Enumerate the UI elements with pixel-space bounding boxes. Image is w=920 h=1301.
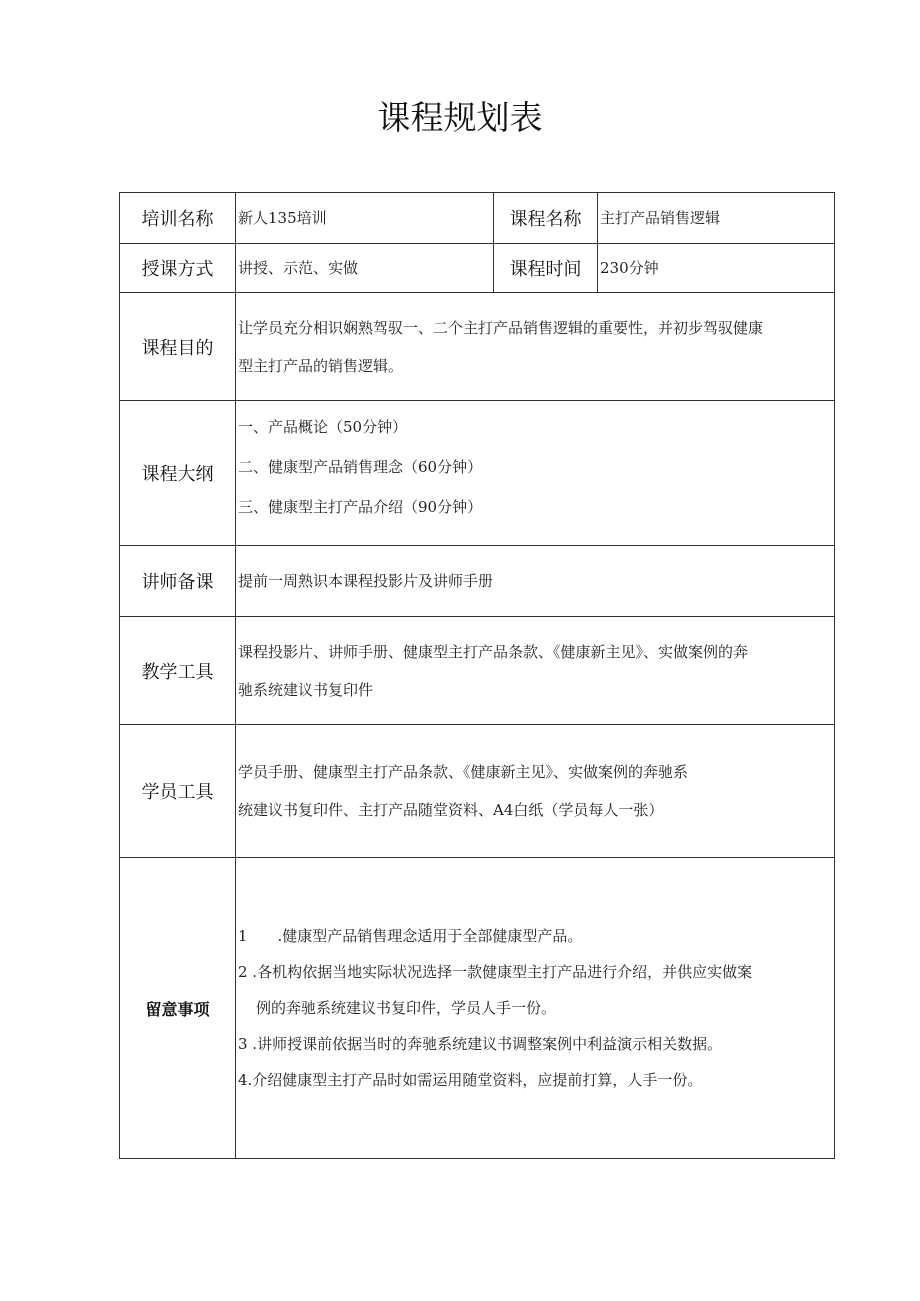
course-time-label: 课程时间 xyxy=(494,244,598,293)
course-time-value: 230分钟 xyxy=(598,244,835,293)
table-row xyxy=(120,293,835,401)
table-row xyxy=(120,617,835,725)
teaching-tools-value xyxy=(236,617,835,725)
outline-label: 课程大纲 xyxy=(120,401,236,546)
table-row xyxy=(120,244,835,293)
outline-item: 二、健康型产品销售理念（60分钟） xyxy=(238,458,483,476)
note-item: 3 .讲师授课前依据当时的奔驰系统建议书调整案例中利益演示相关数据。 xyxy=(238,1035,723,1053)
objective-line: 型主打产品的销售逻辑。 xyxy=(238,356,404,375)
outline-item: 三、健康型主打产品介绍（90分钟） xyxy=(238,498,483,516)
objective-value xyxy=(236,293,835,401)
student-tools-label: 学员工具 xyxy=(120,725,236,858)
teaching-tools-line: 课程投影片、讲师手册、健康型主打产品条款、《健康新主见》、实做案例的奔 xyxy=(238,642,749,661)
teaching-tools-label: 教学工具 xyxy=(120,617,236,725)
student-tools-line: 统建议书复印件、主打产品随堂资料、A4白纸（学员每人一张） xyxy=(238,801,664,819)
table-row xyxy=(120,546,835,617)
table-row xyxy=(120,193,835,244)
teaching-method-value: 讲授、示范、实做 xyxy=(236,244,494,293)
objective-line: 让学员充分相识娴熟驾驭一、二个主打产品销售逻辑的重要性，并初步驾驭健康 xyxy=(238,318,764,337)
instructor-prep-label: 讲师备课 xyxy=(120,546,236,617)
table-row xyxy=(120,401,835,546)
teaching-method-label: 授课方式 xyxy=(120,244,236,293)
table-row xyxy=(120,858,835,1159)
note-item: 2 .各机构依据当地实际状况选择一款健康型主打产品进行介绍，并供应实做案 xyxy=(238,963,753,981)
teaching-tools-line: 驰系统建议书复印件 xyxy=(238,680,374,699)
course-plan-table xyxy=(119,192,835,1159)
outline-item: 一、产品概论（50分钟） xyxy=(238,418,408,436)
course-name-value: 主打产品销售逻辑 xyxy=(598,193,835,244)
note-item: 4.介绍健康型主打产品时如需运用随堂资料，应提前打算，人手一份。 xyxy=(238,1071,703,1089)
student-tools-line: 学员手册、健康型主打产品条款、《健康新主见》、实做案例的奔驰系 xyxy=(238,763,689,781)
notes-value xyxy=(236,858,835,1159)
page-title: 课程规划表 xyxy=(377,98,543,137)
course-name-label: 课程名称 xyxy=(494,193,598,244)
training-name-value: 新人135培训 xyxy=(236,193,494,244)
training-name-label: 培训名称 xyxy=(120,193,236,244)
instructor-prep-value: 提前一周熟识本课程投影片及讲师手册 xyxy=(236,546,835,617)
table-row xyxy=(120,725,835,858)
note-item: 1 .健康型产品销售理念适用于全部健康型产品。 xyxy=(238,927,583,945)
objective-label: 课程目的 xyxy=(120,293,236,401)
notes-label: 留意事项 xyxy=(120,858,236,1159)
outline-value xyxy=(236,401,835,546)
note-item-continuation: 例的奔驰系统建议书复印件，学员人手一份。 xyxy=(256,999,557,1017)
student-tools-value xyxy=(236,725,835,858)
